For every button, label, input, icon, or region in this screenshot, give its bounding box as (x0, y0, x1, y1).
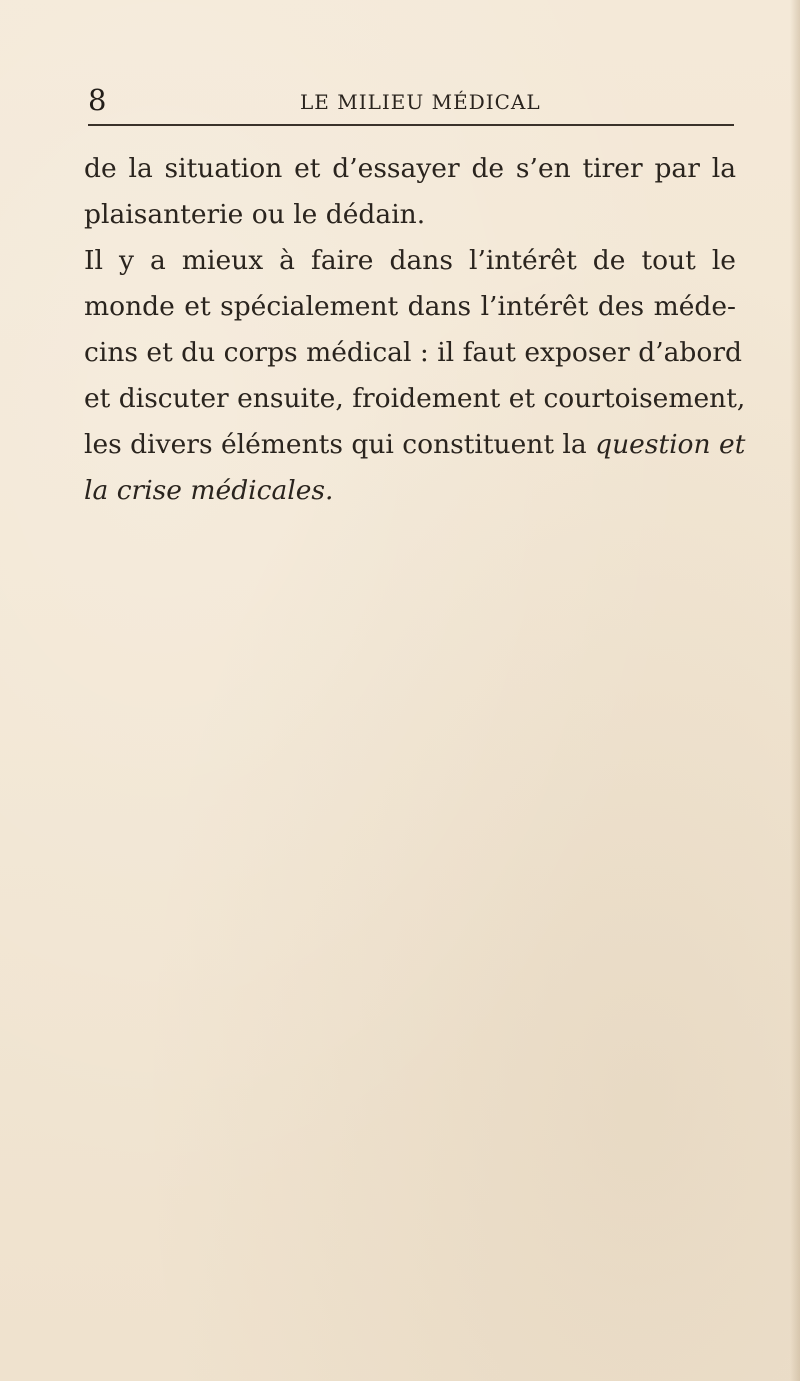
text-line: plaisanterie ou le dédain. (84, 199, 426, 230)
body-paragraphs (84, 146, 746, 514)
text-line-roman-part: les divers éléments qui constituent la (84, 429, 587, 460)
text-line: de la situation et d’essayer de s’en tirer par la (84, 153, 736, 184)
header-rule (88, 124, 734, 126)
text-line: et discuter ensuite, froidement et courtoisement, (84, 383, 746, 414)
page-edge-shadow (790, 0, 800, 1381)
text-line: Il y a mieux à faire dans l’intérêt de tout le (84, 245, 736, 276)
text-line: monde et spécialement dans l’intérêt des méde- (84, 291, 736, 322)
running-title: LE MILIEU MÉDICAL (300, 90, 541, 114)
italic-phrase: question et (595, 429, 746, 460)
text-line-with-italic (84, 422, 746, 468)
text-line: cins et du corps médical : il faut exposer d’abord (84, 337, 742, 368)
page-number: 8 (88, 83, 107, 117)
text-line-italic: la crise médicales. (84, 475, 334, 506)
page-header (88, 82, 734, 122)
